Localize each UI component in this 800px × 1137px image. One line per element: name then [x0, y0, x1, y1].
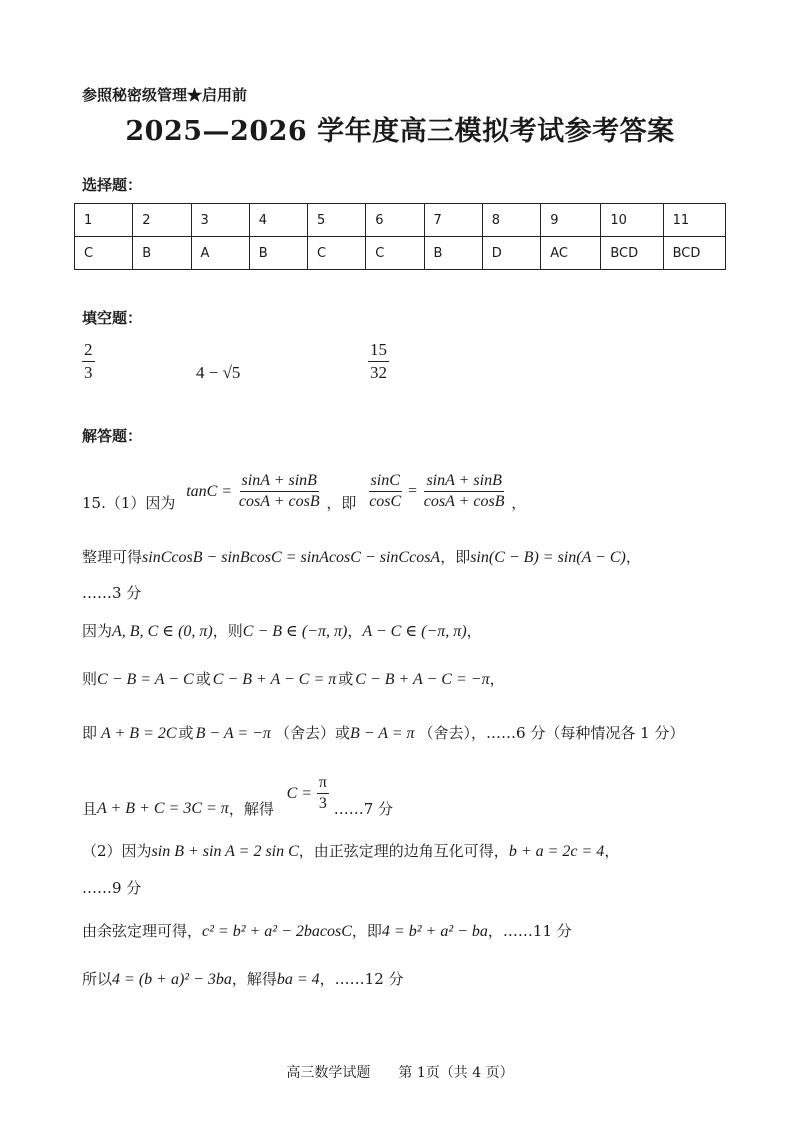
answer-cell: BCD	[601, 237, 663, 270]
fraction-denominator: 3	[84, 362, 93, 382]
line-text: ，解得	[231, 970, 277, 988]
fill-heading: 填空题：	[82, 309, 143, 327]
math-expression: A, B, C ∈ (0, π)	[112, 623, 213, 640]
line-lead: 由余弦定理可得，	[82, 922, 203, 940]
fraction-numerator: sinC	[369, 472, 402, 492]
question-number: 6	[366, 204, 424, 237]
line-text: ，即	[351, 922, 382, 940]
line-lead: 所以	[82, 970, 113, 988]
fraction-numerator: 2	[82, 340, 95, 362]
answer-cell: C	[366, 237, 424, 270]
mcq-heading: 选择题：	[82, 176, 143, 194]
answer-cell: B	[133, 237, 191, 270]
question-number: 4	[249, 204, 307, 237]
line-lead: 15.（1）因为	[82, 494, 176, 512]
math-expression: C =	[286, 784, 313, 802]
fraction-numerator: sinA + sinB	[240, 472, 319, 492]
solution-line-1	[82, 470, 526, 513]
solution-line-10	[82, 920, 572, 941]
page-footer: 高三数学试题 第 1页（共 4 页）	[286, 1065, 514, 1081]
solution-line-7	[82, 768, 393, 819]
math-expression: =	[407, 482, 417, 500]
line-lead: （2）因为	[82, 842, 152, 860]
fill-answer-1	[82, 340, 95, 382]
line-lead: 整理可得	[82, 548, 143, 566]
answer-cell: BCD	[663, 237, 725, 270]
math-expression: sin B + sin A = 2 sin C	[151, 843, 299, 860]
solve-heading: 解答题：	[82, 427, 143, 445]
line-lead: 即	[82, 724, 98, 742]
question-number: 10	[601, 204, 663, 237]
line-text: ，即	[326, 494, 357, 512]
fill-answer-3	[368, 340, 389, 382]
line-lead: 因为	[82, 622, 113, 640]
line-text: ，	[466, 622, 482, 640]
answer-cell: D	[482, 237, 540, 270]
math-expression: C − B ∈ (−π, π)	[242, 623, 348, 640]
question-number: 3	[191, 204, 249, 237]
math-fraction	[237, 472, 322, 512]
math-expression: A − C ∈ (−π, π)	[362, 623, 467, 640]
solution-line-11	[82, 968, 404, 989]
line-text: （舍去），……6 分（每种情况各 1 分）	[418, 724, 685, 742]
math-expression: A + B + C = 3C = π	[97, 799, 229, 817]
math-expression: tanC =	[186, 482, 233, 500]
line-text: 或	[195, 670, 211, 688]
math-expression: 4 = (b + a)² − 3ba	[112, 971, 232, 988]
solution-line-3: ……3 分	[82, 584, 142, 602]
answer-cell: B	[424, 237, 482, 270]
line-text: ，……12 分	[319, 970, 404, 988]
answer-cell: B	[249, 237, 307, 270]
math-fraction	[317, 774, 329, 814]
fraction-denominator: 3	[318, 795, 327, 812]
fraction-numerator: 15	[368, 340, 389, 362]
fraction-denominator: cosC	[369, 493, 402, 510]
answer-table	[74, 203, 726, 270]
math-expression: sin(C − B) = sin(A − C)	[470, 549, 626, 566]
line-text: ，则	[212, 622, 243, 640]
line-text: 或	[178, 724, 194, 742]
math-expression: B − A = π	[349, 725, 415, 742]
fraction-denominator: cosA + cosB	[423, 493, 505, 510]
line-text: 或	[338, 670, 354, 688]
math-expression: C − B + A − C = π	[212, 671, 337, 688]
answer-cell: AC	[541, 237, 601, 270]
line-text: （舍去）或	[274, 724, 350, 742]
solution-line-5	[82, 668, 505, 689]
answer-cell: A	[191, 237, 249, 270]
line-text: ，……11 分	[487, 922, 572, 940]
fill-answer-2: 4 − √5	[196, 363, 241, 382]
line-lead: 则	[82, 670, 98, 688]
line-text: ，解得	[228, 800, 274, 818]
line-text: ，	[604, 842, 620, 860]
fraction-denominator: cosA + cosB	[238, 493, 320, 510]
answer-cell: C	[75, 237, 133, 270]
solution-line-6	[82, 722, 684, 743]
answer-row	[75, 237, 726, 270]
fraction-denominator: 32	[370, 362, 387, 382]
math-fraction	[422, 472, 507, 512]
fraction-numerator: π	[317, 774, 329, 794]
math-expression: b + a = 2c = 4	[508, 843, 605, 860]
line-text: ……7 分	[333, 800, 394, 818]
math-fraction	[367, 472, 403, 512]
line-text: ，由正弦定理的边角互化可得，	[298, 842, 509, 860]
question-number: 1	[75, 204, 133, 237]
math-expression: B − A = −π	[195, 725, 271, 742]
question-number: 2	[133, 204, 191, 237]
line-text: ，	[489, 670, 505, 688]
page-title: 2025—2026 学年度高三模拟考试参考答案	[125, 116, 675, 147]
math-expression: C − B = A − C	[97, 671, 194, 688]
line-lead: 且	[82, 800, 98, 818]
math-expression: ba = 4	[276, 971, 320, 988]
question-number: 5	[307, 204, 365, 237]
math-expression: 4 = b² + a² − ba	[381, 923, 488, 940]
question-number: 7	[424, 204, 482, 237]
question-number: 11	[663, 204, 725, 237]
solution-line-8	[82, 840, 619, 861]
fraction-numerator: sinA + sinB	[424, 472, 503, 492]
math-expression: A + B = 2C	[101, 725, 177, 742]
line-text: ，即	[440, 548, 471, 566]
line-text: ，	[511, 494, 527, 512]
line-text: ，	[347, 622, 363, 640]
solution-line-9: ……9 分	[82, 879, 142, 897]
solution-line-2	[82, 546, 641, 567]
answer-cell: C	[307, 237, 365, 270]
question-number: 8	[482, 204, 540, 237]
math-expression: sinCcosB − sinBcosC = sinAcosC − sinCcosA	[142, 549, 441, 566]
math-expression: c² = b² + a² − 2bacosC	[202, 923, 352, 940]
confidentiality-label: 参照秘密级管理★启用前	[82, 86, 248, 104]
question-number: 9	[541, 204, 601, 237]
question-number-row	[75, 204, 726, 237]
math-expression: C − B + A − C = −π	[355, 671, 490, 688]
solution-line-4	[82, 620, 482, 641]
line-text: ，	[625, 548, 641, 566]
